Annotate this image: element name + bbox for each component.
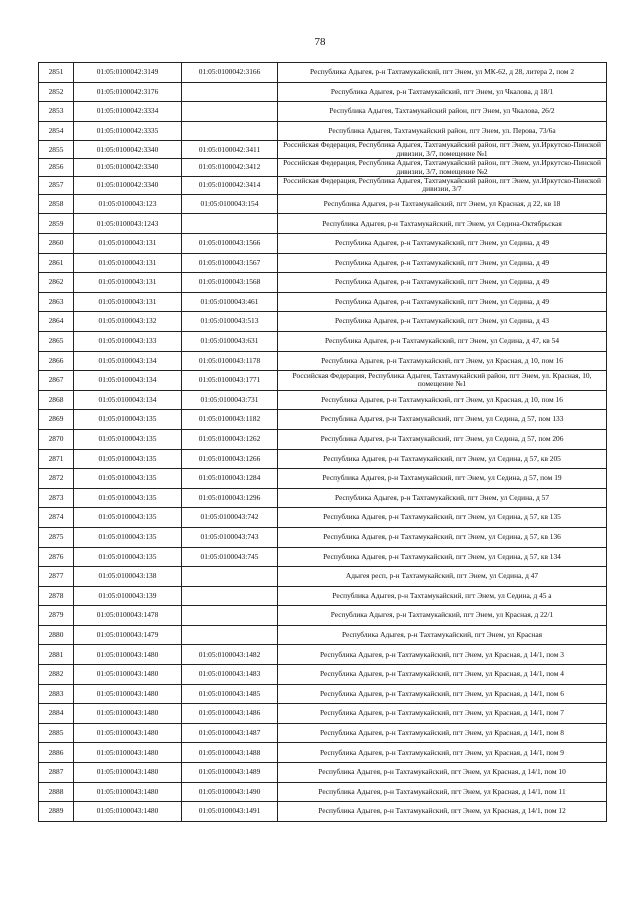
row-number-cell: 2881 [39, 645, 74, 665]
table-row [39, 665, 607, 685]
address-cell: Адыгея респ, р-н Тахтамукайский, пгт Энем, ул Седина, д 47 [278, 567, 607, 587]
object-number-cell: 01:05:0100043:1487 [182, 723, 278, 743]
address-cell: Республика Адыгея, р-н Тахтамукайский, пгт Энем, ул Красная, д 14/1, пом 9 [278, 743, 607, 763]
parcel-number-cell: 01:05:0100042:3340 [74, 141, 182, 159]
object-number-cell: 01:05:0100043:745 [182, 547, 278, 567]
table-row [39, 253, 607, 273]
address-cell: Республика Адыгея, р-н Тахтамукайский, пгт Энем, ул Красная, д 14/1, пом 6 [278, 684, 607, 704]
table-row [39, 763, 607, 783]
row-number-cell: 2853 [39, 102, 74, 122]
row-number-cell: 2869 [39, 410, 74, 430]
object-number-cell: 01:05:0100043:1771 [182, 371, 278, 391]
address-cell: Республика Адыгея, Тахтамукайский район, пгт Энем, ул Чкалова, 26/2 [278, 102, 607, 122]
table-row [39, 743, 607, 763]
parcel-number-cell: 01:05:0100043:133 [74, 331, 182, 351]
object-number-cell [182, 214, 278, 234]
table-row [39, 351, 607, 371]
parcel-number-cell: 01:05:0100043:1480 [74, 704, 182, 724]
row-number-cell: 2859 [39, 214, 74, 234]
address-cell: Республика Адыгея, р-н Тахтамукайский, пгт Энем, ул Красная [278, 625, 607, 645]
address-cell: Республика Адыгея, р-н Тахтамукайский, пгт Энем, ул Седина, д 57, пом 133 [278, 410, 607, 430]
object-number-cell: 01:05:0100043:1266 [182, 449, 278, 469]
row-number-cell: 2857 [39, 177, 74, 195]
object-number-cell [182, 586, 278, 606]
parcel-number-cell: 01:05:0100043:131 [74, 273, 182, 293]
parcel-number-cell: 01:05:0100043:131 [74, 292, 182, 312]
address-cell: Республика Адыгея, р-н Тахтамукайский, пгт Энем, ул Седина, д 57, кв 205 [278, 449, 607, 469]
parcel-number-cell: 01:05:0100043:134 [74, 390, 182, 410]
table-row [39, 410, 607, 430]
row-number-cell: 2876 [39, 547, 74, 567]
row-number-cell: 2855 [39, 141, 74, 159]
address-cell: Республика Адыгея, р-н Тахтамукайский, пгт Энем, ул Чкалова, д 18/1 [278, 82, 607, 102]
table-row [39, 63, 607, 83]
object-number-cell: 01:05:0100043:1567 [182, 253, 278, 273]
parcel-number-cell: 01:05:0100043:135 [74, 508, 182, 528]
parcel-number-cell: 01:05:0100043:1480 [74, 684, 182, 704]
parcel-number-cell: 01:05:0100042:3176 [74, 82, 182, 102]
object-number-cell: 01:05:0100043:1486 [182, 704, 278, 724]
parcel-number-cell: 01:05:0100042:3149 [74, 63, 182, 83]
parcel-number-cell: 01:05:0100043:135 [74, 449, 182, 469]
address-cell: Российская Федерация, Республика Адыгея, Тахтамукайский район, пгт Энем, ул. Красная, 10, помещение №1 [278, 371, 607, 391]
table-row [39, 292, 607, 312]
row-number-cell: 2868 [39, 390, 74, 410]
address-cell: Российская Федерация, Республика Адыгея, Тахтамукайский район, пгт Энем, ул.Иркутско-Пинской дивизии, 3/7 [278, 177, 607, 195]
parcel-number-cell: 01:05:0100043:1480 [74, 645, 182, 665]
parcel-number-cell: 01:05:0100043:1480 [74, 665, 182, 685]
address-cell: Российская Федерация, Республика Адыгея, Тахтамукайский район, пгт Энем, ул.Иркутско-Пинской дивизии, 3/7, помещение №1 [278, 141, 607, 159]
table-row [39, 547, 607, 567]
row-number-cell: 2866 [39, 351, 74, 371]
address-cell: Республика Адыгея, Тахтамукайский район, пгт Энем, ул. Перова, 73/6а [278, 121, 607, 141]
address-cell: Республика Адыгея, р-н Тахтамукайский, пгт Энем, ул Красная, д 10, пом 16 [278, 390, 607, 410]
table-row [39, 141, 607, 159]
row-number-cell: 2874 [39, 508, 74, 528]
object-number-cell: 01:05:0100043:1178 [182, 351, 278, 371]
address-cell: Республика Адыгея, р-н Тахтамукайский, пгт Энем, ул Седина, д 49 [278, 292, 607, 312]
parcel-number-cell: 01:05:0100043:135 [74, 469, 182, 489]
object-number-cell: 01:05:0100043:743 [182, 527, 278, 547]
address-cell: Республика Адыгея, р-н Тахтамукайский, пгт Энем, ул Седина, д 57, кв 136 [278, 527, 607, 547]
parcel-number-cell: 01:05:0100043:131 [74, 253, 182, 273]
parcel-number-cell: 01:05:0100043:1480 [74, 763, 182, 783]
table-row [39, 159, 607, 177]
parcel-number-cell: 01:05:0100043:1243 [74, 214, 182, 234]
row-number-cell: 2882 [39, 665, 74, 685]
table-row [39, 723, 607, 743]
row-number-cell: 2879 [39, 606, 74, 626]
object-number-cell: 01:05:0100043:631 [182, 331, 278, 351]
table-row [39, 194, 607, 214]
row-number-cell: 2883 [39, 684, 74, 704]
row-number-cell: 2860 [39, 234, 74, 254]
row-number-cell: 2885 [39, 723, 74, 743]
address-cell: Республика Адыгея, р-н Тахтамукайский, пгт Энем, ул Седина, д 49 [278, 234, 607, 254]
row-number-cell: 2870 [39, 429, 74, 449]
parcel-number-cell: 01:05:0100043:1480 [74, 723, 182, 743]
page-number: 78 [314, 36, 326, 48]
row-number-cell: 2862 [39, 273, 74, 293]
table-row [39, 802, 607, 822]
object-number-cell: 01:05:0100043:461 [182, 292, 278, 312]
object-number-cell: 01:05:0100043:1284 [182, 469, 278, 489]
table-row [39, 449, 607, 469]
parcel-number-cell: 01:05:0100042:3335 [74, 121, 182, 141]
row-number-cell: 2863 [39, 292, 74, 312]
table-row [39, 567, 607, 587]
address-cell: Республика Адыгея, р-н Тахтамукайский, пгт Энем, ул Красная, д 22, кв 18 [278, 194, 607, 214]
address-cell: Республика Адыгея, р-н Тахтамукайский, пгт Энем, ул Седина, д 57, пом 206 [278, 429, 607, 449]
row-number-cell: 2889 [39, 802, 74, 822]
registry-table-body [39, 63, 607, 822]
address-cell: Республика Адыгея, р-н Тахтамукайский, пгт Энем, ул Седина, д 57, кв 134 [278, 547, 607, 567]
object-number-cell: 01:05:0100042:3412 [182, 159, 278, 177]
table-row [39, 214, 607, 234]
object-number-cell: 01:05:0100043:1182 [182, 410, 278, 430]
object-number-cell [182, 606, 278, 626]
table-row [39, 331, 607, 351]
parcel-number-cell: 01:05:0100043:135 [74, 527, 182, 547]
row-number-cell: 2884 [39, 704, 74, 724]
table-row [39, 684, 607, 704]
address-cell: Республика Адыгея, р-н Тахтамукайский, пгт Энем, ул Красная, д 14/1, пом 12 [278, 802, 607, 822]
object-number-cell: 01:05:0100043:742 [182, 508, 278, 528]
table-row [39, 82, 607, 102]
address-cell: Республика Адыгея, р-н Тахтамукайский, пгт Энем, ул Седина, д 49 [278, 273, 607, 293]
parcel-number-cell: 01:05:0100043:132 [74, 312, 182, 332]
parcel-number-cell: 01:05:0100043:131 [74, 234, 182, 254]
row-number-cell: 2851 [39, 63, 74, 83]
row-number-cell: 2854 [39, 121, 74, 141]
table-row [39, 488, 607, 508]
object-number-cell: 01:05:0100043:1262 [182, 429, 278, 449]
address-cell: Республика Адыгея, р-н Тахтамукайский, пгт Энем, ул Седина, д 57, кв 135 [278, 508, 607, 528]
table-row [39, 469, 607, 489]
registry-table [38, 62, 607, 822]
object-number-cell [182, 82, 278, 102]
object-number-cell: 01:05:0100043:1296 [182, 488, 278, 508]
address-cell: Республика Адыгея, р-н Тахтамукайский, пгт Энем, ул МК-62, д 28, литера 2, пом 2 [278, 63, 607, 83]
row-number-cell: 2861 [39, 253, 74, 273]
object-number-cell: 01:05:0100042:3166 [182, 63, 278, 83]
object-number-cell: 01:05:0100043:513 [182, 312, 278, 332]
row-number-cell: 2872 [39, 469, 74, 489]
address-cell: Российская Федерация, Республика Адыгея, Тахтамукайский район, пгт Энем, ул.Иркутско-Пинской дивизии, 3/7, помещение №2 [278, 159, 607, 177]
row-number-cell: 2888 [39, 782, 74, 802]
table-row [39, 586, 607, 606]
row-number-cell: 2871 [39, 449, 74, 469]
object-number-cell: 01:05:0100043:1568 [182, 273, 278, 293]
row-number-cell: 2865 [39, 331, 74, 351]
parcel-number-cell: 01:05:0100043:1480 [74, 782, 182, 802]
row-number-cell: 2886 [39, 743, 74, 763]
object-number-cell [182, 625, 278, 645]
address-cell: Республика Адыгея, р-н Тахтамукайский, пгт Энем, ул Красная, д 14/1, пом 8 [278, 723, 607, 743]
parcel-number-cell: 01:05:0100043:1480 [74, 743, 182, 763]
table-row [39, 527, 607, 547]
parcel-number-cell: 01:05:0100043:135 [74, 488, 182, 508]
address-cell: Республика Адыгея, р-н Тахтамукайский, пгт Энем, ул Седина, д 49 [278, 253, 607, 273]
parcel-number-cell: 01:05:0100042:3340 [74, 159, 182, 177]
address-cell: Республика Адыгея, р-н Тахтамукайский, пгт Энем, ул Красная, д 14/1, пом 10 [278, 763, 607, 783]
table-row [39, 234, 607, 254]
address-cell: Республика Адыгея, р-н Тахтамукайский, пгт Энем, ул Седина, д 57 [278, 488, 607, 508]
table-row [39, 177, 607, 195]
object-number-cell: 01:05:0100043:154 [182, 194, 278, 214]
table-row [39, 102, 607, 122]
table-row [39, 508, 607, 528]
row-number-cell: 2880 [39, 625, 74, 645]
object-number-cell [182, 102, 278, 122]
parcel-number-cell: 01:05:0100043:135 [74, 547, 182, 567]
object-number-cell: 01:05:0100042:3414 [182, 177, 278, 195]
table-row [39, 625, 607, 645]
table-row [39, 121, 607, 141]
address-cell: Республика Адыгея, р-н Тахтамукайский, пгт Энем, ул Седина, д 43 [278, 312, 607, 332]
address-cell: Республика Адыгея, р-н Тахтамукайский, пгт Энем, ул Седина-Октябрьская [278, 214, 607, 234]
object-number-cell: 01:05:0100043:1489 [182, 763, 278, 783]
address-cell: Республика Адыгея, р-н Тахтамукайский, пгт Энем, ул Красная, д 14/1, пом 11 [278, 782, 607, 802]
row-number-cell: 2875 [39, 527, 74, 547]
table-row [39, 606, 607, 626]
table-row [39, 782, 607, 802]
object-number-cell: 01:05:0100043:1488 [182, 743, 278, 763]
object-number-cell [182, 567, 278, 587]
parcel-number-cell: 01:05:0100043:1480 [74, 802, 182, 822]
table-row [39, 645, 607, 665]
object-number-cell: 01:05:0100043:1490 [182, 782, 278, 802]
address-cell: Республика Адыгея, р-н Тахтамукайский, пгт Энем, ул Седина, д 57, пом 19 [278, 469, 607, 489]
parcel-number-cell: 01:05:0100043:123 [74, 194, 182, 214]
address-cell: Республика Адыгея, р-н Тахтамукайский, пгт Энем, ул Красная, д 14/1, пом 4 [278, 665, 607, 685]
row-number-cell: 2867 [39, 371, 74, 391]
parcel-number-cell: 01:05:0100043:1478 [74, 606, 182, 626]
row-number-cell: 2852 [39, 82, 74, 102]
parcel-number-cell: 01:05:0100043:139 [74, 586, 182, 606]
address-cell: Республика Адыгея, р-н Тахтамукайский, пгт Энем, ул Красная, д 14/1, пом 7 [278, 704, 607, 724]
address-cell: Республика Адыгея, р-н Тахтамукайский, пгт Энем, ул Красная, д 22/1 [278, 606, 607, 626]
table-row [39, 390, 607, 410]
table-row [39, 273, 607, 293]
object-number-cell: 01:05:0100043:1485 [182, 684, 278, 704]
parcel-number-cell: 01:05:0100043:134 [74, 371, 182, 391]
address-cell: Республика Адыгея, р-н Тахтамукайский, пгт Энем, ул Красная, д 10, пом 16 [278, 351, 607, 371]
address-cell: Республика Адыгея, р-н Тахтамукайский, пгт Энем, ул Красная, д 14/1, пом 3 [278, 645, 607, 665]
row-number-cell: 2856 [39, 159, 74, 177]
table-row [39, 371, 607, 391]
row-number-cell: 2858 [39, 194, 74, 214]
object-number-cell: 01:05:0100043:1482 [182, 645, 278, 665]
parcel-number-cell: 01:05:0100042:3334 [74, 102, 182, 122]
object-number-cell: 01:05:0100043:1483 [182, 665, 278, 685]
row-number-cell: 2878 [39, 586, 74, 606]
object-number-cell: 01:05:0100042:3411 [182, 141, 278, 159]
parcel-number-cell: 01:05:0100042:3340 [74, 177, 182, 195]
address-cell: Республика Адыгея, р-н Тахтамукайский, пгт Энем, ул Седина, д 45 а [278, 586, 607, 606]
object-number-cell [182, 121, 278, 141]
object-number-cell: 01:05:0100043:1491 [182, 802, 278, 822]
row-number-cell: 2864 [39, 312, 74, 332]
address-cell: Республика Адыгея, р-н Тахтамукайский, пгт Энем, ул Седина, д 47, кв 54 [278, 331, 607, 351]
table-row [39, 312, 607, 332]
parcel-number-cell: 01:05:0100043:135 [74, 429, 182, 449]
row-number-cell: 2877 [39, 567, 74, 587]
parcel-number-cell: 01:05:0100043:135 [74, 410, 182, 430]
table-row [39, 704, 607, 724]
object-number-cell: 01:05:0100043:731 [182, 390, 278, 410]
parcel-number-cell: 01:05:0100043:1479 [74, 625, 182, 645]
parcel-number-cell: 01:05:0100043:134 [74, 351, 182, 371]
object-number-cell: 01:05:0100043:1566 [182, 234, 278, 254]
parcel-number-cell: 01:05:0100043:138 [74, 567, 182, 587]
table-row [39, 429, 607, 449]
row-number-cell: 2873 [39, 488, 74, 508]
row-number-cell: 2887 [39, 763, 74, 783]
